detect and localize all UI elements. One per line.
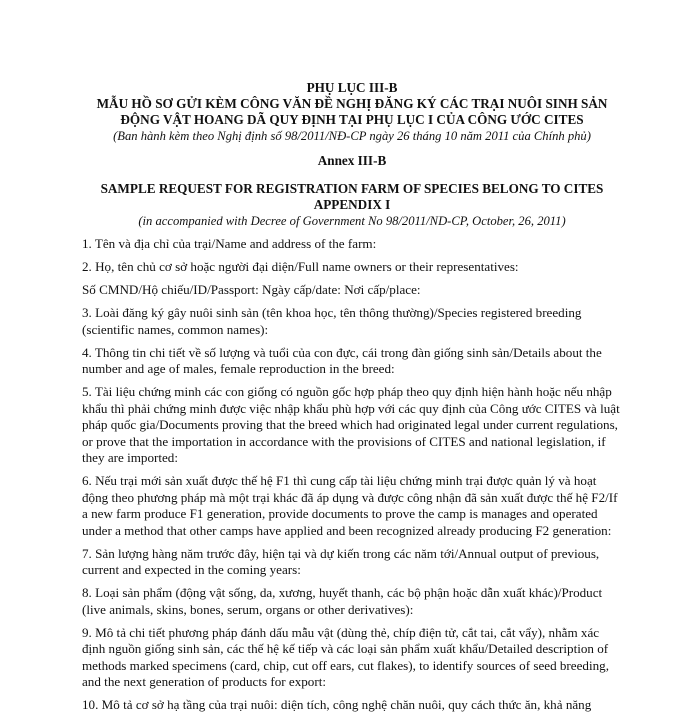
document-page [82,80,622,720]
title-vn-line1: MẪU HỒ SƠ GỬI KÈM CÔNG VĂN ĐỀ NGHỊ ĐĂNG KÝ CÁC TRẠI NUÔI SINH SẢN [96,96,608,111]
document-header [82,80,622,229]
form-item: 6. Nếu trại mới sản xuất được thế hệ F1 thì cung cấp tài liệu chứng minh trại được quản lý và hoạt động theo phương pháp mà một trại khác đã áp dụng và được công nhận đã sản xuất được thế hệ F2/If a new farm produce F1 generation, provide documents to prove the camp is manages and operated under a method that other camps have applied and been recognized already producing F2 generation: [82,473,618,538]
form-item: 9. Mô tả chi tiết phương pháp đánh dấu mẫu vật (dùng thẻ, chíp điện tử, cắt tai, cắt vẩy), nhằm xác định nguồn giống sinh sản, các thế hệ kế tiếp và các loại sản phẩm xuất khẩu/Detailed description of methods marked specimens (card, chip, cut off ears, cut flakes), to identify sources of seed breeding, and the next generation of products for export: [82,624,609,689]
title-en-line1: SAMPLE REQUEST FOR REGISTRATION FARM OF SPECIES BELONG TO CITES [100,181,604,196]
form-item: 5. Tài liệu chứng minh các con giống có nguồn gốc hợp pháp theo quy định hiện hành hoặc nếu nhập khẩu thì phải chứng minh được việc nhập khẩu phù hợp với các quy định của Công ước CITES và luật pháp quốc gia/Documents proving that the breed which had originated legal under current regulations, or prove that the importation in accordance with the provisions of CITES and national legislation, if they are imported: [82,384,620,465]
appendix-heading-vn: PHỤ LỤC III-B [306,80,398,95]
title-en-line2: APPENDIX I [313,197,391,212]
subtitle-en: (in accompanied with Decree of Government No 98/2011/ND-CP, October, 26, 2011) [138,214,566,228]
form-item: 8. Loại sản phẩm (động vật sống, da, xương, huyết thanh, các bộ phận hoặc dẫn xuất khác)/Product (live animals, skins, bones, serum, organs or other derivatives): [82,585,603,617]
form-item: 7. Sản lượng hàng năm trước đây, hiện tại và dự kiến trong các năm tới/Annual output of previous, current and expected in the coming years: [82,545,600,577]
title-vn-line2: ĐỘNG VẬT HOANG DÃ QUY ĐỊNH TẠI PHỤ LỤC I CỦA CÔNG ƯỚC CITES [120,112,584,127]
form-item: 4. Thông tin chi tiết về số lượng và tuổi của con đực, cái trong đàn giống sinh sản/Details about the number and age of males, female reproduction in the breed: [82,344,602,376]
subtitle-vn: (Ban hành kèm theo Nghị định số 98/2011/NĐ-CP ngày 26 tháng 10 năm 2011 của Chính phủ) [113,129,591,143]
form-item: 1. Tên và địa chỉ của trại/Name and address of the farm: [82,236,377,251]
annex-heading-en: Annex III-B [317,153,387,168]
form-item: 3. Loài đăng ký gây nuôi sinh sản (tên khoa học, tên thông thường)/Species registered breeding (scientific names, common names): [82,305,582,337]
form-item: Số CMND/Hộ chiếu/ID/Passport: Ngày cấp/date: Nơi cấp/place: [82,282,421,297]
form-item: 10. Mô tả cơ sở hạ tầng của trại nuôi: diện tích, công nghệ chăn nuôi, quy cách thức ăn, khả năng [82,697,592,712]
form-item: 2. Họ, tên chủ cơ sở hoặc người đại diện/Full name owners or their representatives: [82,259,519,274]
form-items [82,236,622,714]
